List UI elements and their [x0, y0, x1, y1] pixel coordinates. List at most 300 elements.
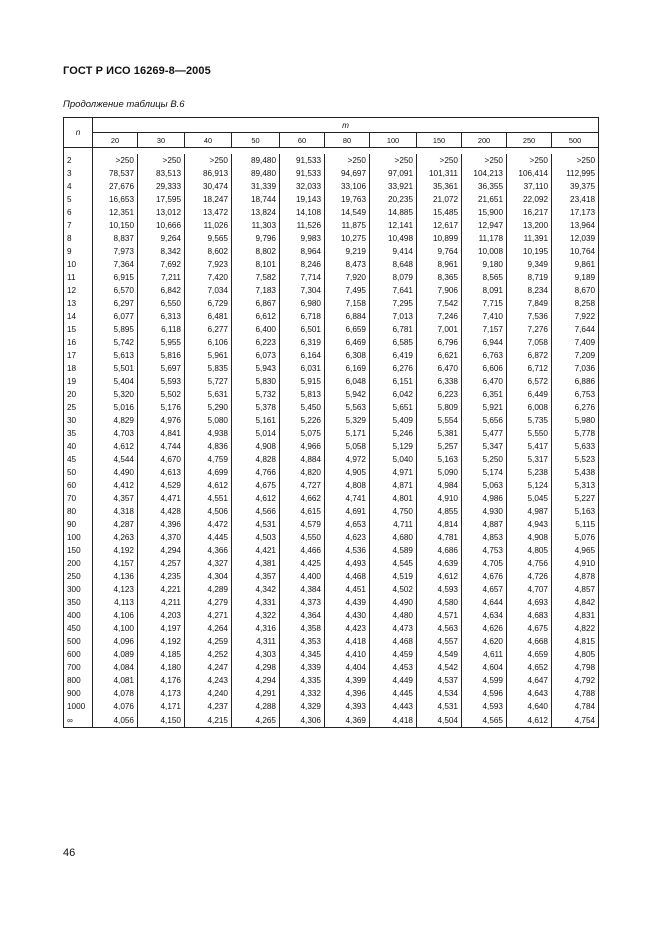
table-cell: 6,781 [370, 323, 417, 336]
table-row [64, 193, 599, 206]
table-cell: 6,796 [417, 336, 462, 349]
table-cell: 5,563 [325, 401, 370, 414]
table-row [64, 362, 599, 375]
table-cell: 7,211 [138, 271, 185, 284]
table-cell: 4,294 [138, 544, 185, 557]
table-cell: 17,173 [552, 206, 599, 219]
table-cell: 9,764 [417, 245, 462, 258]
table-row [64, 479, 599, 492]
table-cell: 6,223 [417, 388, 462, 401]
table-cell: 8,091 [462, 284, 507, 297]
table-cell: 7,849 [507, 297, 552, 310]
table-cell: 5,124 [507, 479, 552, 492]
table-cell: 78,537 [93, 167, 138, 180]
table-row [64, 232, 599, 245]
table-row [64, 323, 599, 336]
table-cell: 6,008 [507, 401, 552, 414]
table-cell: 5,816 [138, 349, 185, 362]
table-cell: 8,961 [417, 258, 462, 271]
table-cell: 91,533 [280, 154, 325, 167]
table-cell: 4,910 [552, 557, 599, 570]
column-header-m-value: 500 [552, 133, 599, 148]
table-cell: 7,157 [462, 323, 507, 336]
table-cell: 4,445 [185, 531, 232, 544]
table-cell: 4,113 [93, 596, 138, 609]
row-label-n: 19 [64, 375, 93, 388]
table-cell: 7,495 [325, 284, 370, 297]
row-label-n: 80 [64, 505, 93, 518]
table-cell: 4,237 [185, 700, 232, 713]
table-cell: 5,163 [552, 505, 599, 518]
row-label-n: 20 [64, 388, 93, 401]
column-header-m-value: 100 [370, 133, 417, 148]
column-header-n: n [64, 118, 93, 148]
row-label-n: 5 [64, 193, 93, 206]
table-cell: 13,200 [507, 219, 552, 232]
table-cell: 4,345 [280, 648, 325, 661]
table-cell: 6,276 [552, 401, 599, 414]
table-cell: 13,824 [232, 206, 280, 219]
table-cell: 5,735 [507, 414, 552, 427]
table-cell: 5,915 [280, 375, 325, 388]
table-cell: 4,596 [462, 687, 507, 700]
table-cell: 4,404 [325, 661, 370, 674]
table-cell: 5,502 [138, 388, 185, 401]
table-cell: 4,639 [417, 557, 462, 570]
table-cell: 4,670 [138, 453, 185, 466]
table-cell: 4,468 [370, 635, 417, 648]
table-cell: 4,197 [138, 622, 185, 635]
table-cell: 4,136 [93, 570, 138, 583]
table-cell: 5,438 [552, 466, 599, 479]
table-cell: 6,606 [462, 362, 507, 375]
table-cell: 4,303 [232, 648, 280, 661]
table-row [64, 505, 599, 518]
row-label-n: 25 [64, 401, 93, 414]
critical-values-table [63, 117, 599, 728]
table-cell: 4,304 [185, 570, 232, 583]
table-cell: 4,259 [185, 635, 232, 648]
row-label-n: 90 [64, 518, 93, 531]
table-cell: 4,589 [370, 544, 417, 557]
table-cell: 4,211 [138, 596, 185, 609]
table-cell: 4,451 [325, 583, 370, 596]
row-label-n: 11 [64, 271, 93, 284]
row-label-n: 7 [64, 219, 93, 232]
table-cell: 106,414 [507, 167, 552, 180]
column-header-m: m [93, 118, 599, 133]
table-cell: 4,327 [185, 557, 232, 570]
table-cell: 4,620 [462, 635, 507, 648]
table-cell: 6,338 [417, 375, 462, 388]
table-cell: 5,378 [232, 401, 280, 414]
table-cell: 37,110 [507, 180, 552, 193]
table-cell: 6,621 [417, 349, 462, 362]
table-row [64, 518, 599, 531]
table-cell: 4,089 [93, 648, 138, 661]
table-cell: 5,115 [552, 518, 599, 531]
table-cell: 6,106 [185, 336, 232, 349]
table-cell: 4,853 [462, 531, 507, 544]
table-cell: 12,947 [462, 219, 507, 232]
table-cell: 12,141 [370, 219, 417, 232]
table-cell: 10,195 [507, 245, 552, 258]
table-cell: 7,013 [370, 310, 417, 323]
table-cell: 7,001 [417, 323, 462, 336]
table-row [64, 219, 599, 232]
table-cell: 5,016 [93, 401, 138, 414]
table-cell: 4,180 [138, 661, 185, 674]
table-row [64, 687, 599, 700]
table-cell: 6,151 [370, 375, 417, 388]
table-cell: 17,595 [138, 193, 185, 206]
table-cell: 4,727 [280, 479, 325, 492]
table-cell: 9,861 [552, 258, 599, 271]
table-cell: 5,501 [93, 362, 138, 375]
table-cell: >250 [462, 154, 507, 167]
table-cell: >250 [185, 154, 232, 167]
table-cell: 4,428 [138, 505, 185, 518]
table-cell: 4,908 [232, 440, 280, 453]
table-cell: 4,855 [417, 505, 462, 518]
table-cell: 4,393 [325, 700, 370, 713]
table-row [64, 570, 599, 583]
table-cell: 8,719 [507, 271, 552, 284]
table-cell: 10,275 [325, 232, 370, 245]
table-cell: 4,966 [280, 440, 325, 453]
table-cell: 5,058 [325, 440, 370, 453]
table-cell: 4,699 [185, 466, 232, 479]
table-cell: 4,604 [462, 661, 507, 674]
table-cell: 4,884 [280, 453, 325, 466]
table-cell: 6,585 [370, 336, 417, 349]
table-cell: 20,235 [370, 193, 417, 206]
table-cell: 4,318 [93, 505, 138, 518]
table-cell: 5,830 [232, 375, 280, 388]
table-row [64, 245, 599, 258]
table-cell: 5,080 [185, 414, 232, 427]
table-cell: 4,357 [93, 492, 138, 505]
table-row [64, 284, 599, 297]
table-cell: 5,732 [232, 388, 280, 401]
table-cell: 9,189 [552, 271, 599, 284]
table-cell: >250 [507, 154, 552, 167]
table-cell: 5,075 [280, 427, 325, 440]
table-cell: 6,419 [370, 349, 417, 362]
table-cell: 4,287 [93, 518, 138, 531]
table-cell: 6,659 [325, 323, 370, 336]
table-cell: 4,693 [507, 596, 552, 609]
table-cell: 4,657 [462, 583, 507, 596]
table-row [64, 206, 599, 219]
table-cell: 4,384 [280, 583, 325, 596]
table-cell: 4,306 [280, 713, 325, 728]
table-cell: 4,490 [370, 596, 417, 609]
row-label-n: 10 [64, 258, 93, 271]
table-cell: 4,822 [552, 622, 599, 635]
table-cell: 4,240 [185, 687, 232, 700]
table-cell: 5,250 [462, 453, 507, 466]
table-row [64, 180, 599, 193]
table-cell: 4,784 [552, 700, 599, 713]
table-cell: 8,565 [462, 271, 507, 284]
table-cell: 33,921 [370, 180, 417, 193]
table-cell: 4,410 [325, 648, 370, 661]
table-cell: 7,295 [370, 297, 417, 310]
table-cell: 4,836 [185, 440, 232, 453]
row-label-n: 12 [64, 284, 93, 297]
table-cell: 6,313 [138, 310, 185, 323]
table-cell: 11,526 [280, 219, 325, 232]
row-label-n: 70 [64, 492, 93, 505]
table-cell: 7,058 [507, 336, 552, 349]
table-row [64, 310, 599, 323]
table-cell: 4,412 [93, 479, 138, 492]
row-label-n: 9 [64, 245, 93, 258]
row-label-n: 200 [64, 557, 93, 570]
table-cell: 29,333 [138, 180, 185, 193]
table-cell: 4,076 [93, 700, 138, 713]
table-cell: 4,653 [325, 518, 370, 531]
table-cell: 4,612 [507, 713, 552, 728]
table-cell: 4,829 [93, 414, 138, 427]
table-cell: 4,203 [138, 609, 185, 622]
table-cell: 7,209 [552, 349, 599, 362]
table-cell: 4,565 [462, 713, 507, 728]
table-cell: 4,680 [370, 531, 417, 544]
table-cell: 4,814 [417, 518, 462, 531]
row-label-n: 4 [64, 180, 93, 193]
table-cell: 4,612 [232, 492, 280, 505]
table-cell: 5,090 [417, 466, 462, 479]
table-cell: 4,298 [232, 661, 280, 674]
table-cell: 4,871 [370, 479, 417, 492]
column-header-m-value: 250 [507, 133, 552, 148]
table-cell: 39,375 [552, 180, 599, 193]
table-cell: 4,965 [552, 544, 599, 557]
table-cell: 4,364 [280, 609, 325, 622]
row-label-n: 18 [64, 362, 93, 375]
row-label-n: 800 [64, 674, 93, 687]
table-cell: 4,291 [232, 687, 280, 700]
table-cell: 5,040 [370, 453, 417, 466]
table-cell: 5,697 [138, 362, 185, 375]
table-cell: 4,084 [93, 661, 138, 674]
table-cell: 5,835 [185, 362, 232, 375]
table-cell: 10,899 [417, 232, 462, 245]
table-cell: 6,073 [232, 349, 280, 362]
table-cell: 4,185 [138, 648, 185, 661]
row-label-n: 2 [64, 154, 93, 167]
table-cell: 12,617 [417, 219, 462, 232]
table-cell: 4,971 [370, 466, 417, 479]
table-cell: 4,842 [552, 596, 599, 609]
table-cell: 18,247 [185, 193, 232, 206]
table-cell: 4,675 [232, 479, 280, 492]
table-cell: 4,908 [507, 531, 552, 544]
table-cell: 4,659 [507, 648, 552, 661]
table-cell: 9,219 [325, 245, 370, 258]
table-row [64, 557, 599, 570]
table-cell: 4,331 [232, 596, 280, 609]
table-cell: 10,666 [138, 219, 185, 232]
table-cell: 6,470 [417, 362, 462, 375]
table-cell: 4,459 [370, 648, 417, 661]
table-cell: 4,504 [417, 713, 462, 728]
table-cell: 4,599 [462, 674, 507, 687]
table-cell: 94,697 [325, 167, 370, 180]
table-cell: 4,691 [325, 505, 370, 518]
table-cell: 4,534 [417, 687, 462, 700]
table-cell: 4,808 [325, 479, 370, 492]
table-cell: 104,213 [462, 167, 507, 180]
table-cell: 4,100 [93, 622, 138, 635]
table-cell: 6,842 [138, 284, 185, 297]
column-header-m-value: 50 [232, 133, 280, 148]
table-row [64, 167, 599, 180]
table-cell: 9,349 [507, 258, 552, 271]
table-cell: 6,872 [507, 349, 552, 362]
table-cell: 4,289 [185, 583, 232, 596]
table-cell: 5,631 [185, 388, 232, 401]
table-cell: 5,613 [93, 349, 138, 362]
table-row [64, 414, 599, 427]
table-cell: 8,246 [280, 258, 325, 271]
table-cell: 6,718 [280, 310, 325, 323]
table-cell: 4,265 [232, 713, 280, 728]
table-cell: 4,449 [370, 674, 417, 687]
table-cell: 4,640 [507, 700, 552, 713]
table-cell: 4,366 [185, 544, 232, 557]
table-cell: 4,841 [138, 427, 185, 440]
table-cell: 4,473 [370, 622, 417, 635]
table-cell: 4,418 [325, 635, 370, 648]
table-cell: 21,072 [417, 193, 462, 206]
table-cell: 16,653 [93, 193, 138, 206]
table-cell: 4,078 [93, 687, 138, 700]
table-cell: 8,079 [370, 271, 417, 284]
table-cell: 4,171 [138, 700, 185, 713]
table-cell: 4,468 [325, 570, 370, 583]
table-cell: >250 [552, 154, 599, 167]
row-label-n: 250 [64, 570, 93, 583]
row-label-n: 100 [64, 531, 93, 544]
table-cell: 4,425 [280, 557, 325, 570]
table-cell: 4,626 [462, 622, 507, 635]
table-cell: 30,474 [185, 180, 232, 193]
table-cell: 33,106 [325, 180, 370, 193]
table-cell: 4,831 [552, 609, 599, 622]
table-cell: 4,215 [185, 713, 232, 728]
table-cell: 7,034 [185, 284, 232, 297]
table-cell: 6,501 [280, 323, 325, 336]
table-row [64, 427, 599, 440]
table-cell: 5,554 [417, 414, 462, 427]
row-label-n: 17 [64, 349, 93, 362]
table-cell: 4,611 [462, 648, 507, 661]
table-cell: 4,311 [232, 635, 280, 648]
table-cell: 4,857 [552, 583, 599, 596]
table-cell: 5,450 [280, 401, 325, 414]
table-cell: 4,370 [138, 531, 185, 544]
column-header-m-value: 20 [93, 133, 138, 148]
table-caption: Продолжение таблицы В.6 [63, 99, 185, 110]
table-cell: 9,983 [280, 232, 325, 245]
table-cell: 4,322 [232, 609, 280, 622]
table-cell: 4,976 [138, 414, 185, 427]
table-cell: 4,445 [370, 687, 417, 700]
column-header-m-value: 30 [138, 133, 185, 148]
table-cell: 13,964 [552, 219, 599, 232]
table-cell: 7,276 [507, 323, 552, 336]
table-cell: 4,593 [462, 700, 507, 713]
table-cell: 4,756 [507, 557, 552, 570]
table-cell: 4,358 [280, 622, 325, 635]
table-cell: 15,485 [417, 206, 462, 219]
table-cell: 4,815 [552, 635, 599, 648]
table-cell: 4,531 [417, 700, 462, 713]
table-row [64, 531, 599, 544]
table-cell: 5,477 [462, 427, 507, 440]
table-row [64, 336, 599, 349]
table-row [64, 440, 599, 453]
table-row [64, 609, 599, 622]
table-row [64, 375, 599, 388]
table-cell: 10,498 [370, 232, 417, 245]
table-cell: 6,572 [507, 375, 552, 388]
table-cell: 14,549 [325, 206, 370, 219]
row-label-n: 500 [64, 635, 93, 648]
table-cell: 4,612 [417, 570, 462, 583]
table-cell: 11,303 [232, 219, 280, 232]
table-cell: 4,703 [93, 427, 138, 440]
table-cell: 112,995 [552, 167, 599, 180]
table-cell: 4,472 [185, 518, 232, 531]
table-cell: 6,470 [462, 375, 507, 388]
table-row [64, 596, 599, 609]
table-cell: 6,915 [93, 271, 138, 284]
table-cell: 4,544 [93, 453, 138, 466]
table-cell: 4,123 [93, 583, 138, 596]
table-cell: 4,342 [232, 583, 280, 596]
table-cell: 4,396 [138, 518, 185, 531]
row-label-n: 700 [64, 661, 93, 674]
row-label-n: 14 [64, 310, 93, 323]
table-cell: 5,238 [507, 466, 552, 479]
table-cell: 83,513 [138, 167, 185, 180]
table-cell: 4,910 [417, 492, 462, 505]
table-cell: 7,409 [552, 336, 599, 349]
table-cell: 4,566 [232, 505, 280, 518]
table-cell: 4,781 [417, 531, 462, 544]
table-cell: 4,986 [462, 492, 507, 505]
table-cell: 4,571 [417, 609, 462, 622]
table-cell: 4,192 [93, 544, 138, 557]
table-cell: 5,417 [507, 440, 552, 453]
table-cell: 4,644 [462, 596, 507, 609]
table-cell: 7,920 [325, 271, 370, 284]
table-cell: 6,550 [138, 297, 185, 310]
table-cell: 4,471 [138, 492, 185, 505]
table-cell: 4,798 [552, 661, 599, 674]
row-label-n: 300 [64, 583, 93, 596]
table-cell: 5,809 [417, 401, 462, 414]
table-cell: 5,329 [325, 414, 370, 427]
table-cell: 4,593 [417, 583, 462, 596]
table-row [64, 466, 599, 479]
table-cell: 4,531 [232, 518, 280, 531]
table-cell: 7,036 [552, 362, 599, 375]
